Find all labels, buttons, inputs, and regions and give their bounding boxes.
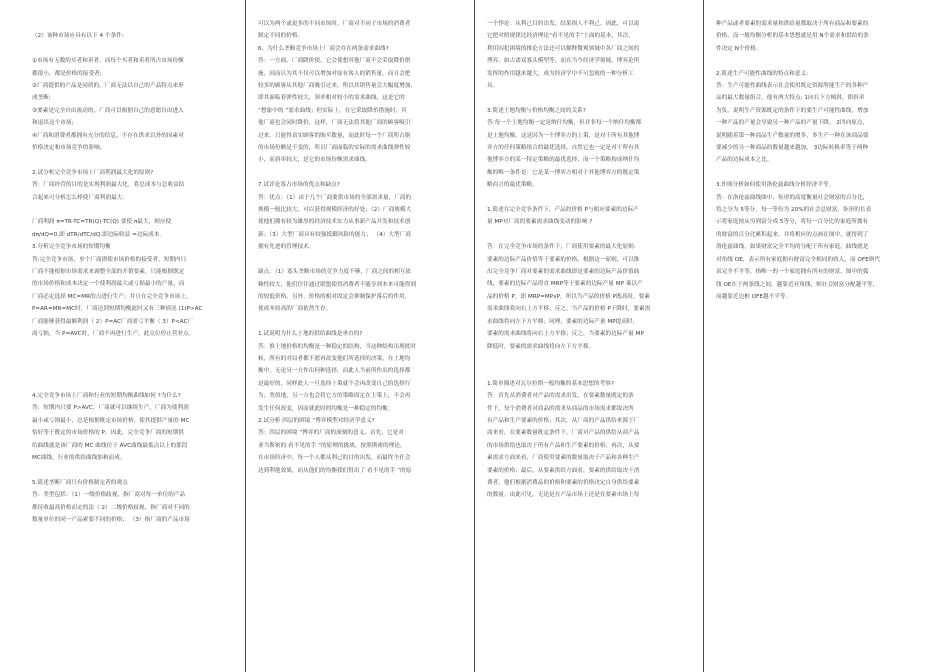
- text-line: 4.完全竞争市场上厂商和行业的短期均衡曲线如何 ?为什么?: [32, 393, 181, 400]
- text-line: [716, 55, 912, 67]
- text-line: 答：类型包括：（1）一级价格歧视，指厂商对每一单位的产品: [32, 492, 186, 499]
- text-line: 有产品和生产要素的价格；其次，从厂商的产品供给来源于厂: [487, 417, 640, 424]
- text-line: 发挥的作用越来越大，成为经济学中不可忽视的一种分析工: [487, 70, 634, 77]
- text-line: [32, 341, 228, 353]
- text-line: [32, 18, 228, 30]
- text-line: 答：一方面，厂商降价使，它会使想其他厂商不会采取降价措: [258, 58, 411, 65]
- text-line: [487, 365, 683, 377]
- text-line: 表完全不平等，指唯一的一个家庭拥有所有的财富，图中的弧: [716, 269, 869, 276]
- text-line: 答:每一个土地均衡一定是纳什均衡，但并非每一个纳什均衡都: [487, 120, 642, 127]
- text-line: 规模一般比较大，可以获得规模经济的好处；（2）厂商规模大: [258, 207, 412, 214]
- text-line: 需求曲线将向右上方平移；反之，当产品的价格 P下降时，要素需: [487, 306, 651, 313]
- text-line: [258, 316, 454, 328]
- text-line: ②厂商提供的产品是同质的，厂商无法以自己的产品特点来形: [32, 83, 184, 89]
- text-line: [487, 92, 683, 104]
- text-line: 达到利他效果。而从他们的均衡我们得出了 看不见的手 ”的原: [258, 467, 412, 474]
- column-divider-3: [703, 0, 704, 672]
- text-line: 要素的需求曲线将向右上方平移；反之，当要素的边际产量 MP: [487, 331, 644, 338]
- text-line: ①市场有无数的买者和卖者，而每个买者和卖者所占市场份额: [32, 58, 184, 65]
- text-line: 较多的顾客从其他厂商吸引过来，所以其销售量会大幅度增加，: [258, 83, 417, 90]
- text-line: 对角线 OE，表示所有家庭拥有财富完全相同的收入，而 OFE则代: [716, 256, 881, 263]
- text-line: 2.试分析完全竞争市场上厂商利润最大化的原则?: [32, 169, 154, 176]
- text-line: 线 OE在于两条线之间，越靠近对角线，则社会财富分配越平等，: [716, 281, 879, 288]
- text-line: 3.作图分析如何使用洛伦兹曲线分析经济平等。: [716, 182, 835, 189]
- text-line: 答：短期内只要 P>AVC，厂商就可以继续生产，厂商为使利润: [32, 405, 189, 412]
- text-line: 最小或亏损最小，总是根据既定市场价格，使其提供产量的 MC: [32, 417, 190, 424]
- text-line: 的财富的百分比累积起来，并将相应的点画在图中，就得到了: [716, 231, 869, 238]
- text-line: 是土地均衡。这是因为一个博弈方的上策，是对于所有其他博: [487, 132, 640, 139]
- text-line: 厂商能够获得最额利润（ 2）P=AC厂商盈亏平衡（ 3）P<AC厂: [32, 318, 194, 325]
- text-line: [32, 353, 228, 365]
- text-line: [32, 378, 228, 390]
- text-line: 5.简述垄断厂商只有价格制定者的观点: [32, 479, 128, 486]
- text-column-2: [258, 18, 454, 477]
- text-line: 它把对照规律比经济理论“看不见的手”上面的基本，其次，: [487, 33, 634, 40]
- text-line: 发生任何改变，因而就此时的均衡是一种稳定的均衡。: [258, 405, 394, 412]
- text-line: 成垄断;: [32, 95, 51, 102]
- text-column-1: [32, 18, 228, 527]
- text-line: 要减少的另一种商品的数量越来越加。 3边际转换率等于两种: [716, 145, 869, 152]
- text-line: 的市场供给也取决于所有产品和生产要素的价格；再次，从要: [487, 442, 640, 449]
- text-line: 出完全竞争厂商对要素的需求曲线即是要素的边际产品价值曲: [487, 269, 640, 276]
- text-line: 答：厂商经营的目的是实现利润最大化，将总成本与总收益结: [32, 182, 185, 189]
- text-line: 数量单位的同一产品索要不同的价格； （3）指厂商的产品市场: [32, 517, 190, 524]
- text-line: 都征收最高价格而定的法（ 2）二级价格歧视，指厂商对不同的: [32, 504, 190, 511]
- text-line: 产品的边际成本之比。: [716, 157, 773, 164]
- text-line: dπ/dQ=0,即 dTR/dTC/dQ,即边际收益 =边际成本。: [32, 231, 166, 238]
- text-line: 而越靠近边框 OFE越不平等。: [716, 293, 792, 300]
- text-line: 使成本较高的厂商依然生存。: [258, 306, 332, 313]
- text-line: 种产品或者要素的需求量和供给量都取决于所有商品和要素的: [716, 21, 869, 27]
- text-line: MC曲线，行业的供给曲线加和而成。: [32, 455, 126, 462]
- text-line: [32, 154, 228, 166]
- text-line: 恰好等于既定的市场价格的 P，因此，完全竞争厂商的短期供: [32, 430, 184, 437]
- text-line: 他博弈方的某一特定策略的最优选择；而一个策略构成纳什均: [487, 157, 640, 164]
- text-line: 示将家庭按从穷到富分成 5等分，将每一百分比的家庭所拥有: [716, 219, 869, 226]
- text-line: [32, 365, 228, 377]
- text-line: 洛伦兹曲线，如果财富完全平均的分配于所有家庭，曲线就是: [716, 244, 869, 251]
- text-line: [716, 167, 912, 179]
- text-line: 3.分析完全竞争市场的短期均衡: [32, 244, 111, 251]
- text-line: [32, 204, 228, 216]
- text-line: 是最好的，同样此人一旦选择上策就不会再改变自己的选择行: [258, 380, 411, 387]
- column-divider-2: [474, 0, 475, 672]
- text-line: 可以为两个或更多的不同市场时，厂商对不同子市场的消费者: [258, 21, 411, 27]
- text-line: 7.试评论寡占市场的优点和缺点?: [258, 182, 340, 189]
- text-line: 赖性较大，他们往往通过联盟使得消费者不能享到本来可能得到: [258, 281, 417, 288]
- text-line: 1.试说明为什么土地的供给曲线是垂直的?: [258, 331, 363, 338]
- text-line: P=AR=MR=MC时，厂商达到短期均衡此时又有三种情况 (1)P>AC: [32, 306, 203, 313]
- text-line: 弈方的任何策略组合的最优选择，自然它也一定是对于所有其: [487, 145, 640, 152]
- text-line: 件决定 N个价格。: [716, 45, 762, 52]
- text-line: 一种产品的产量会导致另一种产品的产量下降。 2凹向原点，: [716, 120, 869, 127]
- text-line: 价格决定和市场竞争的影响。: [32, 145, 106, 152]
- text-line: 答：生产可能性曲线表示社会使用既定资源所能生产的各种产: [716, 83, 869, 90]
- text-line: 答:完全竞争市场，单个厂商即使市场价格的接受者，短期内只: [32, 256, 187, 263]
- text-line: 衡中，无论另一方作出何种选择，而此人当前所作出的选择都: [258, 368, 411, 375]
- text-line: 给曲线就是该厂商的 MC 曲线位于 AVC曲线最低点以上的那段: [32, 442, 188, 449]
- text-line: 制定不同的价格。: [258, 33, 304, 40]
- text-line: 厂商必定选择 MC=MR的点进行生产；并且在完全竞争市场上，: [32, 293, 192, 300]
- text-line: 答：在洛伦兹曲线图中，矩形的高度衡量社会财富的百分比，: [716, 194, 869, 201]
- text-line: 要素的价格；最后，从要素供给方面看，要素的供给取决于消: [487, 467, 640, 474]
- text-line: 过来，只能得真实顾客的购买数量，而此时每一个厂商所占据: [258, 132, 411, 139]
- text-line: 新；（3）大型厂商具有较强抵御风险的能力； （4）大型厂商: [258, 231, 411, 238]
- text-line: 为负，说明生产资源既定的条件下的要生产可能性曲线，增加: [716, 107, 869, 114]
- text-line: 一个悖论：从利己目的出发，结果损人不利己。因此，可以说: [487, 21, 640, 27]
- text-line: 即其面临着弹性较大，斜率相对较小的需求曲线，这是它的: [258, 95, 405, 102]
- text-line: 3.简述土地均衡与价格均衡之间的关系?: [487, 107, 586, 114]
- text-line: 要素的边际产品价值等于要素的价格，根据这一原则，可以推: [487, 256, 640, 263]
- text-line: [487, 229, 683, 241]
- text-line: 将之分为 5等分，每一等份为 20%的社会总财富，矩形的长表: [716, 207, 872, 214]
- text-line: 品的最大数量组合，他有两大特点: 1向右下方倾斜，即斜率: [716, 95, 865, 102]
- text-line: 的市场份额是不变的，所以厂商面临的实际的需求曲线弹性较: [258, 145, 411, 152]
- text-line: 商来看，在要素数量既定条件下，厂商对产品的供给从商产品: [487, 430, 640, 437]
- text-line: 小，而斜率较大，是它的市场份额需求曲线。: [258, 157, 371, 164]
- text-line: 利用囚犯困境的推论方法还可以解释微观领域中各厂商之间的: [487, 45, 640, 52]
- column-divider-1: [245, 0, 246, 672]
- text-line: 博弈，如古诺双寡头模型等，而在当今经济学领域，博弈论所: [487, 58, 640, 65]
- text-line: ④厂商和消费者都拥有充分的信息，不存在供求以外的因素对: [32, 132, 184, 139]
- text-line: [258, 254, 454, 266]
- text-line: 合起来可分析怎么样使厂商利润最大：: [32, 194, 128, 201]
- text-line: 答：首先从消费者对产品的需求出发，在要素数量既定的条: [487, 393, 634, 400]
- text-line: 具。: [487, 83, 499, 90]
- text-line: 和退出这个市场;: [32, 120, 74, 127]
- text-line: 1.简述在完全竞争条件下，产品的价格 P与相应要素的边际产: [487, 207, 639, 214]
- text-line: ③要素是完全自由流动的，厂商可以根据自己的意愿自由进入: [32, 107, 184, 114]
- text-line: 答：在完全竞争市场的条件下，厂商使用要素的最大化原则:: [487, 244, 636, 251]
- text-line: 答：优点：（1）由于几个厂商要供市场的全部需求量，厂商的: [258, 194, 412, 201]
- text-line: 价格，而一般均衡分析的基本思想就是用 N个需求和供给的条: [716, 33, 869, 40]
- text-line: 降低时，要素的需求曲线将向左下方平移。: [487, 343, 595, 350]
- text-line: [487, 353, 683, 365]
- text-column-4: [716, 18, 912, 303]
- text-line: 2.试分析 四层的困境 “博弈模型对经济学意义?: [258, 417, 375, 424]
- text-line: [32, 43, 228, 55]
- text-line: 都很小，都是价格的接受者;: [32, 70, 102, 77]
- text-line: 的较低价格，另外，价格的相对固定会抑制保护落后的作用，: [258, 293, 411, 300]
- text-line: 求曲线将向左下方平移；同理，要素的边际产量 MP提高时，: [487, 318, 639, 325]
- text-line: 厂商不能根据市场需求来调整全部的开销要素，只能根据既定: [32, 269, 185, 276]
- text-line: [487, 192, 683, 204]
- text-line: 费者，他们根据消费品的价格和要素的价格决定自身供给要素: [487, 479, 640, 486]
- text-line: 说明随着第一种商品生产数量的增多，多生产一种在该商品要: [716, 132, 869, 139]
- text-line: 的市场价格和成本决定一个使利润最大或亏损最小的产量，而: [32, 281, 185, 288]
- text-line: 衡的唯一条件是：它是某一博弈方相对于其他博弈方的既定策: [487, 169, 640, 176]
- text-line: 厂商利润 π=TR-TC=TR(Q)-TC(Q) 要使 π最大，则应使: [32, 219, 172, 226]
- text-line: （2）该种市场应具有以下 4 个条件:: [32, 33, 124, 40]
- text-column-3: [487, 18, 683, 502]
- text-line: [32, 465, 228, 477]
- text-line: 件下，每个消费者对商品的需求从商品的市场需求都取决所: [487, 405, 634, 412]
- text-line: 6、为什么垄断竞争市场上厂商会存在两条需求曲线?: [258, 45, 389, 52]
- text-line: 候，所有的对局者都不愿再改变他们所选择的决策，在土地均: [258, 355, 411, 362]
- text-line: 亚当斯密的 看不见的手 ”的原理的挑战。按照斯密的理论，: [258, 442, 406, 449]
- text-line: “想象中的 ”需求曲线；但实际上，在它采取降价措施时，其: [258, 107, 407, 114]
- text-line: 略而言的最优策略。: [487, 182, 538, 189]
- text-line: 缺点：（1）寡头垄断市场的竞争力度不够，厂商之间的相互依: [258, 269, 412, 276]
- text-line: 使他们拥有较为雄厚的经济技术实力从事新产品开发和技术创: [258, 219, 411, 226]
- text-line: 答：四层的困境 ”博弈的厂商的深刻的意义，首先，它是对: [258, 430, 404, 437]
- text-line: 线，要素的边际产品得直 MRP等于要素的边际产量 MP 乘以产: [487, 281, 643, 288]
- text-line: 1.简单描述对瓦尔拉斯一般均衡的基本思想的考察?: [487, 380, 614, 387]
- text-line: 2.简述生产可能性曲线的特点和意义:: [716, 70, 809, 77]
- text-line: 施，因而认为其不仅可以增加对原有客人的销售量，而且会把: [258, 70, 411, 77]
- text-line: 在市场经济中，每一个人都从利己的目的出发，而最终全社会: [258, 455, 411, 462]
- text-line: 量 MP对厂商的要素需求曲线变动的影响 ?: [487, 219, 593, 226]
- text-line: 商亏损，当 P=AVC时，厂商不再进行生产，此点位停止营业点。: [32, 331, 195, 338]
- text-line: 答：推土地价格的均衡是一种稳定的结构，当这种结构出现扰时: [258, 343, 417, 350]
- text-line: 的数量。由此可见，无论是在产品市场上还是在要素市场上每: [487, 492, 640, 499]
- text-line: 拥有先进的管理技术。: [258, 244, 315, 251]
- text-line: 他厂商也会同时降价，这样，厂商无法将其他厂商的顾客吸引: [258, 120, 411, 127]
- text-line: 品的价格 P，即 MRP=MPxP，所以当产品的价格 P既高时，要素: [487, 293, 650, 300]
- text-line: 为；类似地，另一方也会将它方的策略固定在上策上，不会再: [258, 393, 411, 400]
- text-line: [258, 167, 454, 179]
- text-line: 素需求方面来看，厂商使用要素的数量取决于产品和各种生产: [487, 455, 640, 462]
